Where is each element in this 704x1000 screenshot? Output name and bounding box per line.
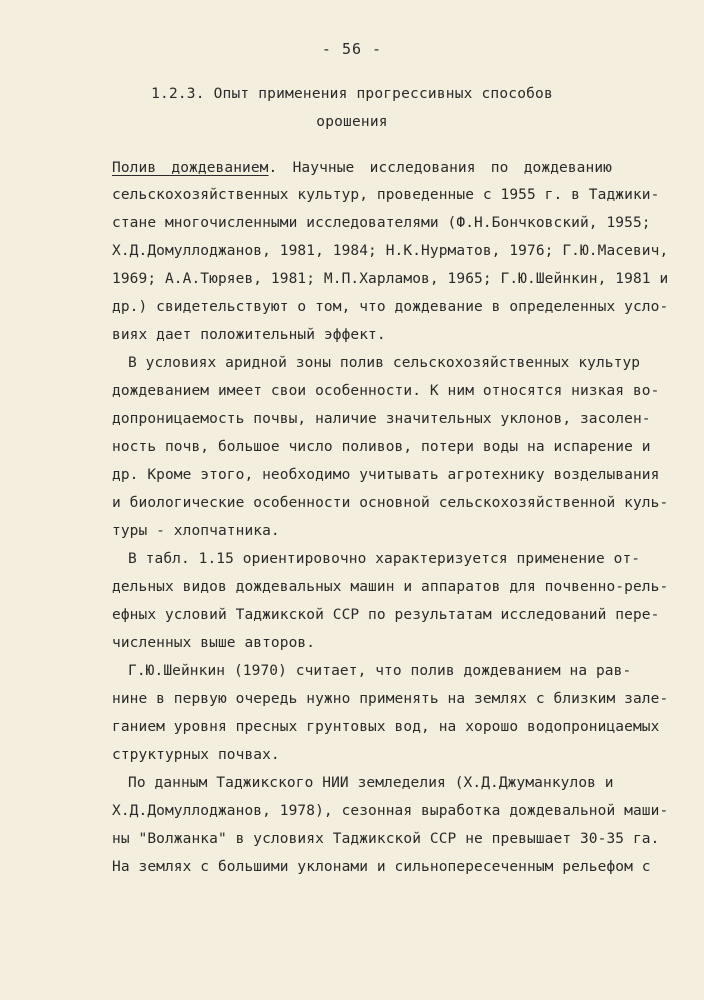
- text-line: Х.Д.Домуллоджанов, 1981, 1984; Н.К.Нурматов, 1976; Г.Ю.Масевич,: [112, 243, 669, 259]
- text-line: туры - хлопчатника.: [112, 523, 280, 539]
- lead-rest-text: . Научные исследования по дождеванию: [268, 160, 612, 176]
- text-line: На землях с большими уклонами и сильнопересеченным рельефом с: [112, 859, 651, 875]
- text-line: др.) свидетельствуют о том, что дождевание в определенных усло-: [112, 299, 669, 315]
- text-line: ефных условий Таджикской ССР по результатам исследований пере-: [112, 607, 660, 623]
- text-line: ганием уровня пресных грунтовых вод, на хорошо водопроницаемых: [112, 719, 660, 735]
- text-line: В условиях аридной зоны полив сельскохозяйственных культур: [128, 355, 641, 371]
- text-line: др. Кроме этого, необходимо учитывать агротехнику возделывания: [112, 467, 660, 483]
- text-line: ность почв, большое число поливов, потери воды на испарение и: [112, 439, 651, 455]
- text-line: виях дает положительный эффект.: [112, 327, 386, 343]
- text-line: структурных почвах.: [112, 747, 280, 763]
- lead-underlined-term: Полив дождеванием: [112, 160, 269, 176]
- text-line: 1969; А.А.Тюряев, 1981; М.П.Харламов, 1965; Г.Ю.Шейнкин, 1981 и: [112, 271, 669, 287]
- text-line: Г.Ю.Шейнкин (1970) считает, что полив дождеванием на рав-: [128, 663, 632, 679]
- text-line: стане многочисленными исследователями (Ф.Н.Бончковский, 1955;: [112, 215, 651, 231]
- page-number: - 56 -: [321, 40, 383, 58]
- text-line: ны "Волжанка" в условиях Таджикской ССР не превышает 30-35 га.: [112, 831, 660, 847]
- text-line: Х.Д.Домуллоджанов, 1978), сезонная выработка дождевальной маши-: [112, 803, 669, 819]
- section-heading-line-2: орошения: [316, 114, 388, 130]
- text-line: дождеванием имеет свои особенности. К ним относятся низкая во-: [112, 383, 660, 399]
- text-line: и биологические особенности основной сельскохозяйственной куль-: [112, 495, 669, 511]
- text-line: дельных видов дождевальных машин и аппаратов для почвенно-рель-: [112, 579, 669, 595]
- text-line: По данным Таджикского НИИ земледелия (Х.Д.Джуманкулов и: [128, 775, 614, 791]
- text-line: нине в первую очередь нужно применять на землях с близким зале-: [112, 691, 669, 707]
- paragraph-lead-line: [112, 160, 612, 176]
- section-heading-line-1: 1.2.3. Опыт применения прогрессивных способов: [151, 86, 553, 102]
- text-line: В табл. 1.15 ориентировочно характеризуется применение от-: [128, 551, 641, 567]
- text-line: допроницаемость почвы, наличие значительных уклонов, засолен-: [112, 411, 651, 427]
- text-line: численных выше авторов.: [112, 635, 316, 651]
- text-line: сельскохозяйственных культур, проведенные с 1955 г. в Таджики-: [112, 187, 660, 203]
